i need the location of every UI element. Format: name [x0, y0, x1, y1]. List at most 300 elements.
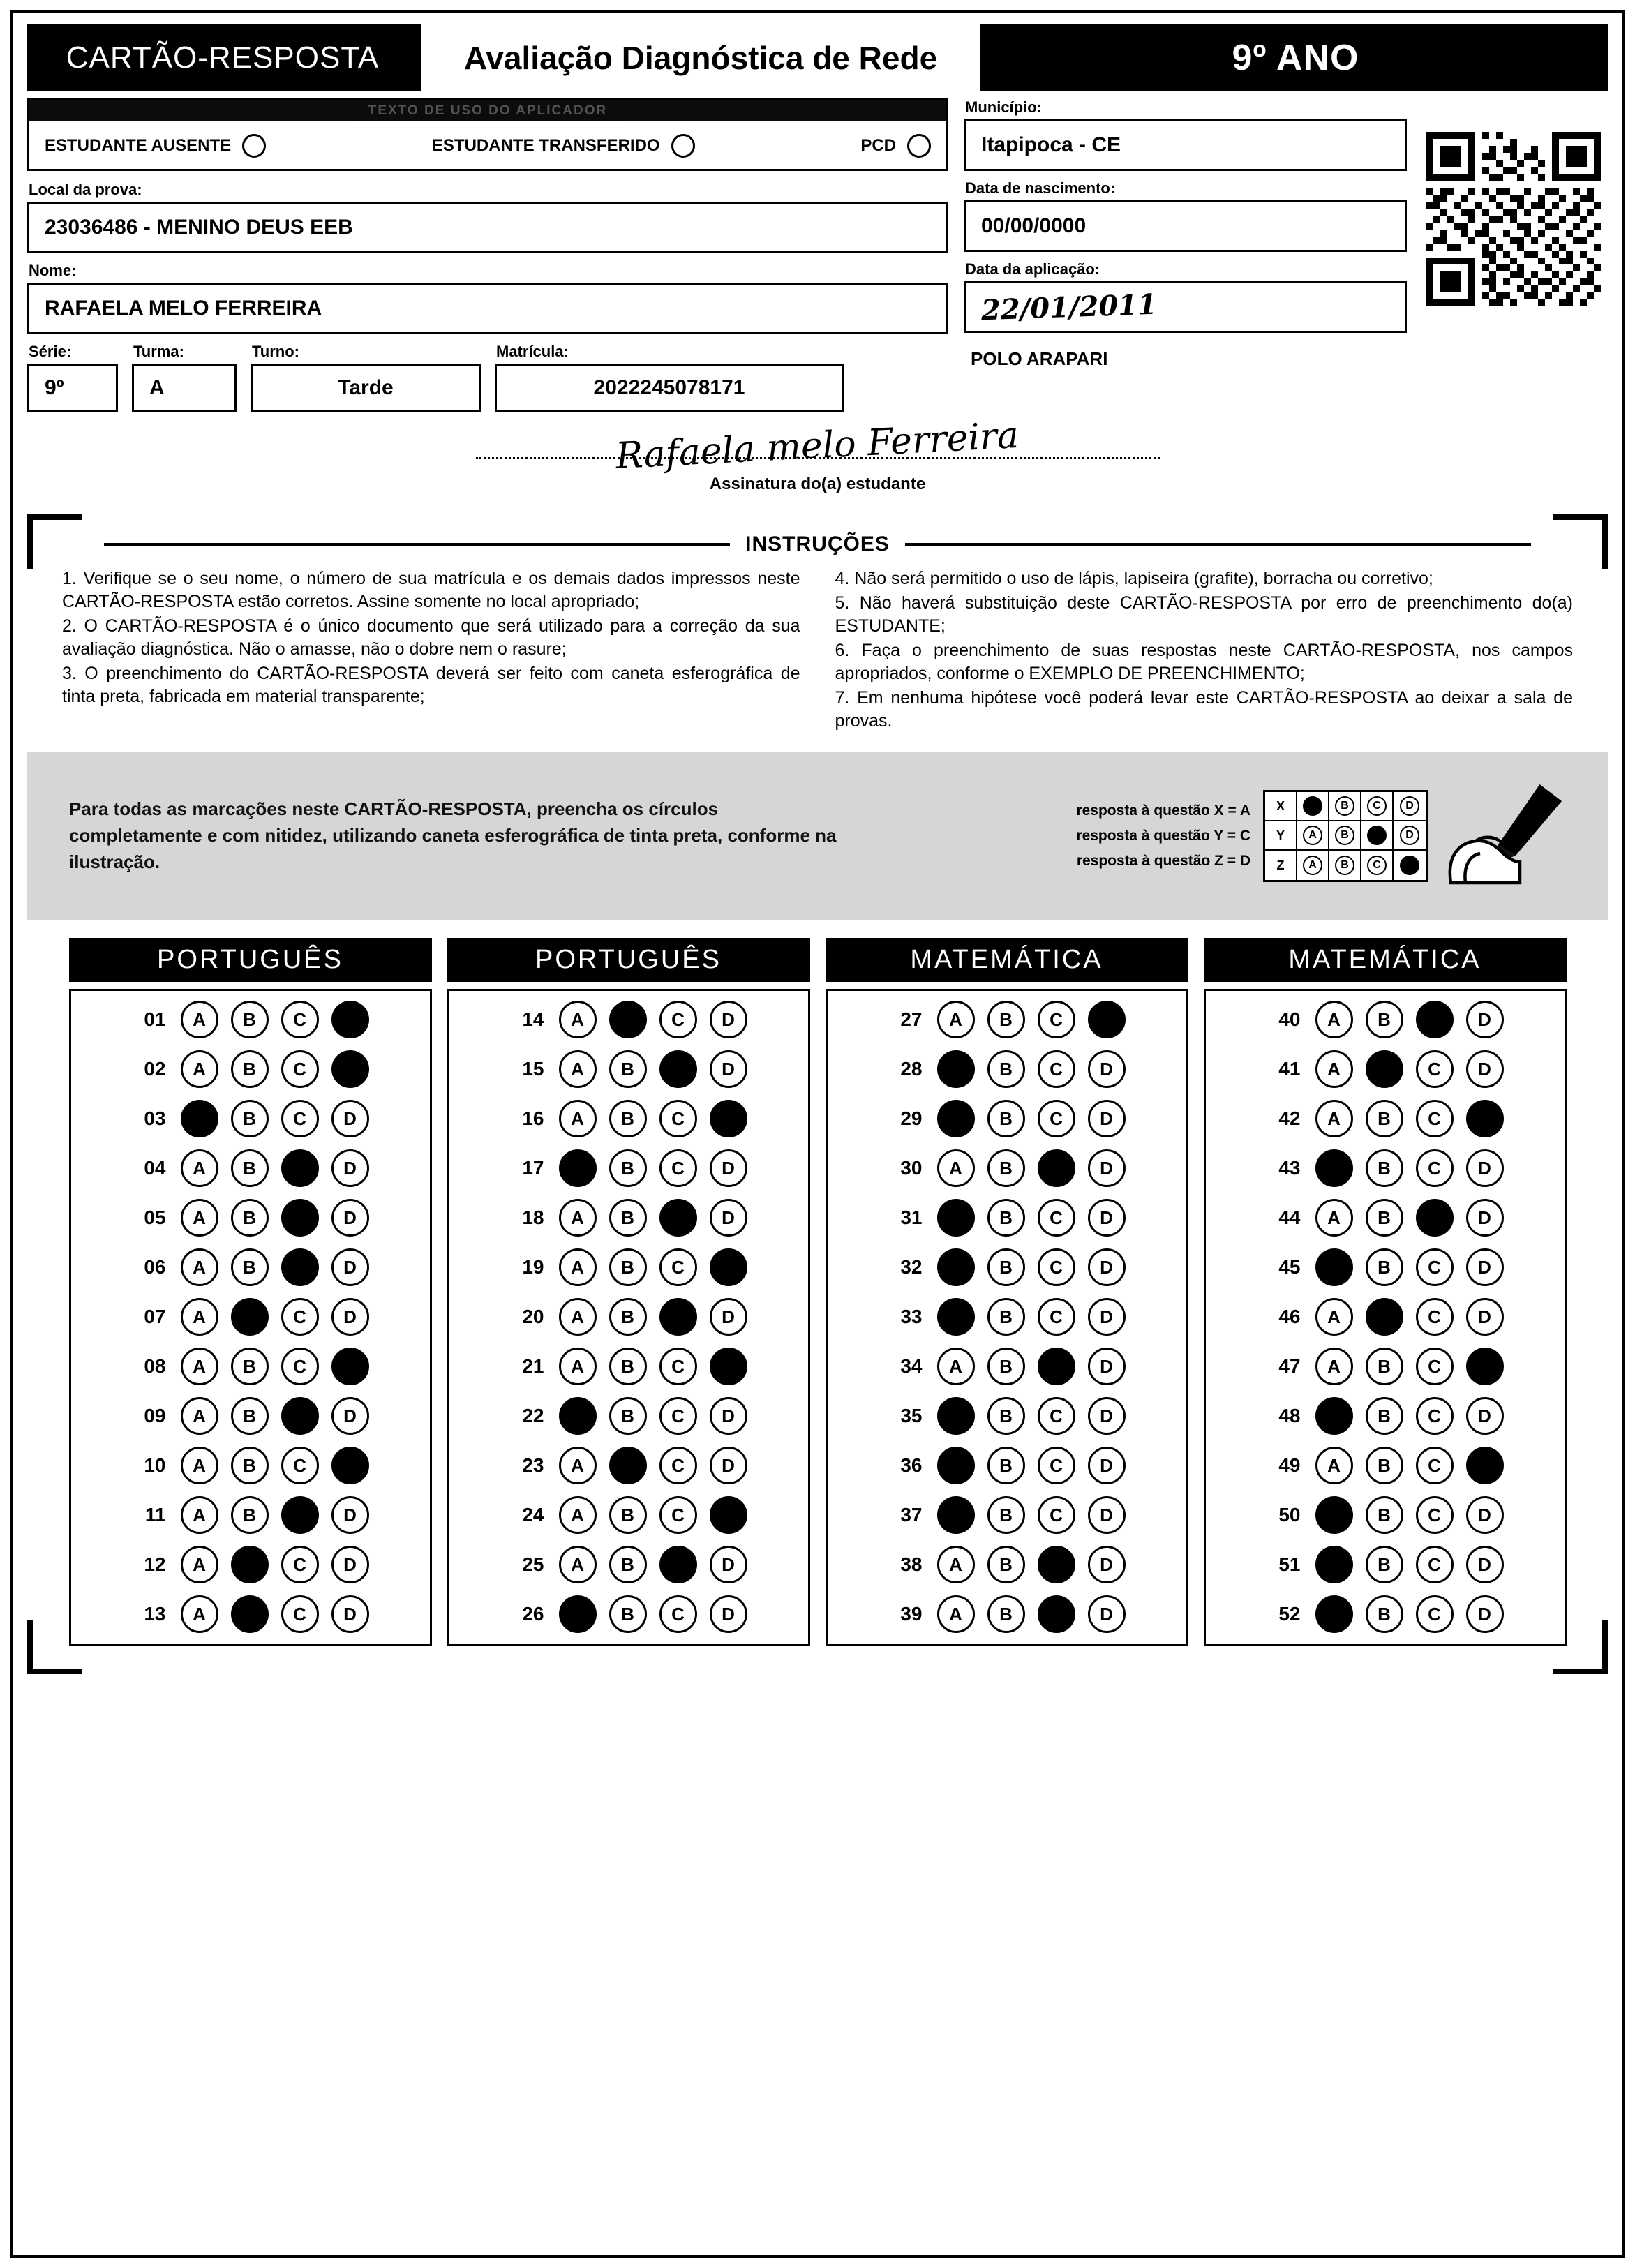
signature-area [27, 414, 1608, 509]
answer-bubble-26-b[interactable]: B [609, 1595, 647, 1633]
answer-bubble-50-a[interactable]: A [1315, 1496, 1353, 1534]
answer-bubble-38-a[interactable]: A [937, 1546, 975, 1583]
answer-bubble-01-b[interactable]: B [231, 1001, 269, 1038]
answer-bubble-52-a[interactable]: A [1315, 1595, 1353, 1633]
answer-column-title: MATEMÁTICA [826, 938, 1188, 982]
answer-bubble-40-b[interactable]: B [1366, 1001, 1403, 1038]
question-row-49 [1213, 1447, 1558, 1484]
answer-bubble-50-b[interactable]: B [1366, 1496, 1403, 1534]
answer-bubble-03-b[interactable]: B [231, 1100, 269, 1137]
answer-bubble-20-b[interactable]: B [609, 1298, 647, 1336]
answer-bubble-08-a[interactable]: A [181, 1348, 218, 1385]
instructions-columns [27, 567, 1608, 734]
answer-bubble-46-d[interactable]: D [1466, 1298, 1504, 1336]
answer-bubble-17-a[interactable]: A [559, 1149, 597, 1187]
answer-bubble-11-b[interactable]: B [231, 1496, 269, 1534]
question-row-37 [835, 1496, 1179, 1534]
question-number: 15 [522, 1058, 544, 1080]
answer-bubble-36-d[interactable]: D [1088, 1447, 1126, 1484]
question-row-42 [1213, 1100, 1558, 1137]
example-bubble-a: A [1303, 796, 1322, 816]
answer-bubble-03-a[interactable]: A [181, 1100, 218, 1137]
answer-bubble-25-b[interactable]: B [609, 1546, 647, 1583]
answer-bubble-29-d[interactable]: D [1088, 1100, 1126, 1137]
answer-bubble-25-c[interactable]: C [659, 1546, 697, 1583]
instruction-item: 1. Verifique se o seu nome, o número de sua matrícula e os demais dados impressos neste CARTÃO-RESPOSTA estão corretos. Assine somente no local apropriado; [62, 569, 800, 611]
question-number: 50 [1278, 1504, 1301, 1525]
answer-bubble-37-c[interactable]: C [1038, 1496, 1075, 1534]
answers-section [27, 938, 1608, 1674]
answer-bubble-02-a[interactable]: A [181, 1050, 218, 1088]
answer-bubble-28-b[interactable]: B [987, 1050, 1025, 1088]
question-row-17 [456, 1149, 801, 1187]
answer-bubble-20-a[interactable]: A [559, 1298, 597, 1336]
question-number: 12 [144, 1553, 166, 1575]
answer-bubble-27-c[interactable]: C [1038, 1001, 1075, 1038]
answer-bubble-11-d[interactable]: D [331, 1496, 369, 1534]
answer-bubble-01-a[interactable]: A [181, 1001, 218, 1038]
answer-bubble-04-c[interactable]: C [281, 1149, 319, 1187]
answer-bubble-16-b[interactable]: B [609, 1100, 647, 1137]
answer-bubble-31-a[interactable]: A [937, 1199, 975, 1237]
answer-bubble-30-c[interactable]: C [1038, 1149, 1075, 1187]
question-number: 11 [144, 1504, 166, 1525]
question-number: 03 [144, 1107, 166, 1129]
answer-bubble-39-a[interactable]: A [937, 1595, 975, 1633]
status-option-absent[interactable] [45, 134, 266, 158]
answer-bubble-38-d[interactable]: D [1088, 1546, 1126, 1583]
example-bubble-c: C [1367, 826, 1387, 845]
answer-bubble-10-c[interactable]: C [281, 1447, 319, 1484]
answer-bubble-07-c[interactable]: C [281, 1298, 319, 1336]
answer-bubble-29-b[interactable]: B [987, 1100, 1025, 1137]
example-bubble-a: A [1303, 856, 1322, 875]
status-option-transferred-bubble[interactable] [671, 134, 695, 158]
filling-example-band [27, 752, 1608, 920]
answer-column-title: MATEMÁTICA [1204, 938, 1567, 982]
example-grid-label-text: X [1276, 798, 1285, 813]
answer-bubble-18-d[interactable]: D [710, 1199, 747, 1237]
answer-bubble-31-c[interactable]: C [1038, 1199, 1075, 1237]
answer-bubble-45-d[interactable]: D [1466, 1248, 1504, 1286]
question-number: 44 [1278, 1207, 1301, 1228]
answer-bubble-33-c[interactable]: C [1038, 1298, 1075, 1336]
answer-bubble-51-b[interactable]: B [1366, 1546, 1403, 1583]
answer-bubble-09-b[interactable]: B [231, 1397, 269, 1435]
example-grid-cell [1297, 851, 1329, 880]
nome-label: Nome: [29, 262, 77, 279]
answer-bubble-02-b[interactable]: B [231, 1050, 269, 1088]
corner-marker-top-left [27, 514, 82, 569]
answer-bubble-49-b[interactable]: B [1366, 1447, 1403, 1484]
answer-bubble-44-c[interactable]: C [1416, 1199, 1454, 1237]
question-row-15 [456, 1050, 801, 1088]
answer-bubble-23-a[interactable]: A [559, 1447, 597, 1484]
answer-bubble-26-a[interactable]: A [559, 1595, 597, 1633]
answer-bubble-01-d[interactable]: D [331, 1001, 369, 1038]
question-row-04 [78, 1149, 423, 1187]
answer-bubble-41-b[interactable]: B [1366, 1050, 1403, 1088]
answer-bubble-03-d[interactable]: D [331, 1100, 369, 1137]
question-number: 21 [522, 1355, 544, 1377]
answer-bubble-05-d[interactable]: D [331, 1199, 369, 1237]
answer-bubble-36-c[interactable]: C [1038, 1447, 1075, 1484]
answer-bubble-15-b[interactable]: B [609, 1050, 647, 1088]
answer-bubble-32-a[interactable]: A [937, 1248, 975, 1286]
answer-bubble-29-a[interactable]: A [937, 1100, 975, 1137]
answer-bubble-46-c[interactable]: C [1416, 1298, 1454, 1336]
answer-bubble-11-a[interactable]: A [181, 1496, 218, 1534]
question-number: 33 [900, 1306, 923, 1327]
answer-bubble-32-b[interactable]: B [987, 1248, 1025, 1286]
question-row-39 [835, 1595, 1179, 1633]
answer-bubble-06-b[interactable]: B [231, 1248, 269, 1286]
answer-bubble-19-b[interactable]: B [609, 1248, 647, 1286]
answer-bubble-35-b[interactable]: B [987, 1397, 1025, 1435]
answer-bubble-35-a[interactable]: A [937, 1397, 975, 1435]
answer-bubble-21-d[interactable]: D [710, 1348, 747, 1385]
answer-bubble-06-d[interactable]: D [331, 1248, 369, 1286]
status-option-pcd[interactable] [860, 134, 931, 158]
answer-bubble-28-a[interactable]: A [937, 1050, 975, 1088]
answer-bubble-12-d[interactable]: D [331, 1546, 369, 1583]
answer-bubble-04-d[interactable]: D [331, 1149, 369, 1187]
answer-bubble-16-d[interactable]: D [710, 1100, 747, 1137]
answer-bubble-28-c[interactable]: C [1038, 1050, 1075, 1088]
answer-bubble-49-c[interactable]: C [1416, 1447, 1454, 1484]
answer-bubble-36-a[interactable]: A [937, 1447, 975, 1484]
answer-bubble-44-a[interactable]: A [1315, 1199, 1353, 1237]
aplicacao-handwritten: 22/01/2011 [980, 288, 1158, 327]
answer-bubble-13-a[interactable]: A [181, 1595, 218, 1633]
answer-bubble-07-a[interactable]: A [181, 1298, 218, 1336]
answer-bubble-34-d[interactable]: D [1088, 1348, 1126, 1385]
answer-bubble-51-a[interactable]: A [1315, 1546, 1353, 1583]
corner-marker-bottom-right [1553, 1620, 1608, 1674]
instruction-item: 4. Não será permitido o uso de lápis, lapiseira (grafite), borracha ou corretivo; [835, 569, 1433, 588]
answer-bubble-16-c[interactable]: C [659, 1100, 697, 1137]
answer-bubble-35-c[interactable]: C [1038, 1397, 1075, 1435]
answer-bubble-09-c[interactable]: C [281, 1397, 319, 1435]
example-grid-row [1265, 821, 1426, 851]
answer-bubble-14-c[interactable]: C [659, 1001, 697, 1038]
answer-bubble-02-c[interactable]: C [281, 1050, 319, 1088]
answer-bubble-27-d[interactable]: D [1088, 1001, 1126, 1038]
identification-right [964, 98, 1608, 421]
question-number: 49 [1278, 1454, 1301, 1476]
answer-bubble-18-c[interactable]: C [659, 1199, 697, 1237]
filling-example-illustration [1076, 782, 1566, 890]
filling-example-line: resposta à questão Y = C [1076, 828, 1250, 844]
answer-bubble-15-c[interactable]: C [659, 1050, 697, 1088]
answer-bubble-46-a[interactable]: A [1315, 1298, 1353, 1336]
answer-bubble-32-c[interactable]: C [1038, 1248, 1075, 1286]
question-number: 01 [144, 1008, 166, 1030]
answer-bubble-20-c[interactable]: C [659, 1298, 697, 1336]
question-row-25 [456, 1546, 801, 1583]
answer-bubble-50-c[interactable]: C [1416, 1496, 1454, 1534]
answer-bubble-35-d[interactable]: D [1088, 1397, 1126, 1435]
answer-bubble-28-d[interactable]: D [1088, 1050, 1126, 1088]
answer-bubble-25-a[interactable]: A [559, 1546, 597, 1583]
answer-bubble-41-c[interactable]: C [1416, 1050, 1454, 1088]
answer-bubble-51-c[interactable]: C [1416, 1546, 1454, 1583]
status-option-transferred[interactable] [432, 134, 695, 158]
serie-label: Série: [29, 343, 72, 360]
answer-bubble-10-d[interactable]: D [331, 1447, 369, 1484]
status-option-absent-bubble[interactable] [242, 134, 266, 158]
answer-bubble-13-d[interactable]: D [331, 1595, 369, 1633]
local-value: 23036486 - MENINO DEUS EEB [27, 202, 948, 253]
answer-bubble-20-d[interactable]: D [710, 1298, 747, 1336]
instruction-item: 3. O preenchimento do CARTÃO-RESPOSTA deverá ser feito com caneta esferográfica de tinta preta, fabricada em material transparente; [62, 664, 800, 706]
answer-bubble-22-b[interactable]: B [609, 1397, 647, 1435]
example-bubble-d: D [1400, 796, 1419, 816]
answer-bubble-49-d[interactable]: D [1466, 1447, 1504, 1484]
question-number: 46 [1278, 1306, 1301, 1327]
answer-bubble-52-c[interactable]: C [1416, 1595, 1454, 1633]
answer-bubble-01-c[interactable]: C [281, 1001, 319, 1038]
answer-bubble-19-a[interactable]: A [559, 1248, 597, 1286]
answer-bubble-17-b[interactable]: B [609, 1149, 647, 1187]
answer-bubble-23-b[interactable]: B [609, 1447, 647, 1484]
answer-bubble-21-b[interactable]: B [609, 1348, 647, 1385]
status-option-pcd-bubble[interactable] [907, 134, 931, 158]
question-row-35 [835, 1397, 1179, 1435]
answer-bubble-19-c[interactable]: C [659, 1248, 697, 1286]
answer-bubble-26-d[interactable]: D [710, 1595, 747, 1633]
row-serie-turma-turno-matricula [27, 343, 948, 421]
answer-bubble-10-a[interactable]: A [181, 1447, 218, 1484]
applicator-status-box [27, 98, 948, 171]
answer-bubble-47-c[interactable]: C [1416, 1348, 1454, 1385]
answer-bubble-51-d[interactable]: D [1466, 1546, 1504, 1583]
answer-bubble-14-d[interactable]: D [710, 1001, 747, 1038]
answer-bubble-38-c[interactable]: C [1038, 1546, 1075, 1583]
answer-bubble-38-b[interactable]: B [987, 1546, 1025, 1583]
answer-bubble-34-c[interactable]: C [1038, 1348, 1075, 1385]
answer-bubble-36-b[interactable]: B [987, 1447, 1025, 1484]
answer-bubble-33-d[interactable]: D [1088, 1298, 1126, 1336]
answer-bubble-08-d[interactable]: D [331, 1348, 369, 1385]
answer-bubble-41-a[interactable]: A [1315, 1050, 1353, 1088]
question-row-24 [456, 1496, 801, 1534]
answer-bubble-02-d[interactable]: D [331, 1050, 369, 1088]
answer-bubble-21-c[interactable]: C [659, 1348, 697, 1385]
answer-bubble-11-c[interactable]: C [281, 1496, 319, 1534]
answer-column-3 [826, 938, 1188, 1646]
nascimento-label: Data de nascimento: [965, 179, 1116, 197]
answer-bubble-10-b[interactable]: B [231, 1447, 269, 1484]
applicator-status-options [29, 121, 946, 170]
answer-bubble-06-a[interactable]: A [181, 1248, 218, 1286]
instruction-item: 6. Faça o preenchimento de suas respostas neste CARTÃO-RESPOSTA, nos campos apropriados, conforme o EXEMPLO DE PREENCHIMENTO; [835, 641, 1573, 683]
answer-bubble-30-d[interactable]: D [1088, 1149, 1126, 1187]
answer-column-box [447, 989, 810, 1646]
answer-bubble-27-a[interactable]: A [937, 1001, 975, 1038]
example-grid-cell [1297, 792, 1329, 821]
answer-bubble-09-d[interactable]: D [331, 1397, 369, 1435]
answer-bubble-31-d[interactable]: D [1088, 1199, 1126, 1237]
answer-bubble-13-c[interactable]: C [281, 1595, 319, 1633]
answer-bubble-14-a[interactable]: A [559, 1001, 597, 1038]
answer-bubble-22-d[interactable]: D [710, 1397, 747, 1435]
answer-bubble-43-d[interactable]: D [1466, 1149, 1504, 1187]
question-number: 47 [1278, 1355, 1301, 1377]
answer-bubble-37-b[interactable]: B [987, 1496, 1025, 1534]
answer-bubble-40-a[interactable]: A [1315, 1001, 1353, 1038]
answer-bubble-46-b[interactable]: B [1366, 1298, 1403, 1336]
answer-bubble-22-c[interactable]: C [659, 1397, 697, 1435]
answer-bubble-42-d[interactable]: D [1466, 1100, 1504, 1137]
question-number: 18 [522, 1207, 544, 1228]
answer-bubble-29-c[interactable]: C [1038, 1100, 1075, 1137]
answer-bubble-39-c[interactable]: C [1038, 1595, 1075, 1633]
instructions-heading [104, 532, 1531, 556]
answer-bubble-24-d[interactable]: D [710, 1496, 747, 1534]
signature-handwriting: Rafaela melo Ferreira [615, 414, 1020, 478]
answer-bubble-05-b[interactable]: B [231, 1199, 269, 1237]
answer-bubble-13-b[interactable]: B [231, 1595, 269, 1633]
answer-bubble-34-a[interactable]: A [937, 1348, 975, 1385]
example-bubble-d: D [1400, 826, 1419, 845]
answer-bubble-31-b[interactable]: B [987, 1199, 1025, 1237]
answer-bubble-25-d[interactable]: D [710, 1546, 747, 1583]
answer-bubble-30-a[interactable]: A [937, 1149, 975, 1187]
answer-bubble-48-c[interactable]: C [1416, 1397, 1454, 1435]
answer-bubble-17-d[interactable]: D [710, 1149, 747, 1187]
answer-bubble-07-b[interactable]: B [231, 1298, 269, 1336]
answer-bubble-37-a[interactable]: A [937, 1496, 975, 1534]
municipio-value: Itapipoca - CE [964, 119, 1407, 171]
answer-bubble-27-b[interactable]: B [987, 1001, 1025, 1038]
answer-bubble-07-d[interactable]: D [331, 1298, 369, 1336]
answer-bubble-50-d[interactable]: D [1466, 1496, 1504, 1534]
answer-bubble-34-b[interactable]: B [987, 1348, 1025, 1385]
answer-bubble-30-b[interactable]: B [987, 1149, 1025, 1187]
question-number: 09 [144, 1405, 166, 1426]
answer-bubble-41-d[interactable]: D [1466, 1050, 1504, 1088]
answer-bubble-14-b[interactable]: B [609, 1001, 647, 1038]
question-row-22 [456, 1397, 801, 1435]
answer-bubble-24-b[interactable]: B [609, 1496, 647, 1534]
answer-bubble-39-d[interactable]: D [1088, 1595, 1126, 1633]
answer-bubble-40-c[interactable]: C [1416, 1001, 1454, 1038]
answer-columns [55, 938, 1580, 1646]
question-row-14 [456, 1001, 801, 1038]
answer-bubble-22-a[interactable]: A [559, 1397, 597, 1435]
answer-bubble-52-d[interactable]: D [1466, 1595, 1504, 1633]
aplicacao-value [964, 281, 1407, 333]
example-grid-cell [1329, 792, 1361, 821]
answer-bubble-18-b[interactable]: B [609, 1199, 647, 1237]
instruction-item: 2. O CARTÃO-RESPOSTA é o único documento que será utilizado para a correção da sua avaliação diagnóstica. Não o amasse, não o dobre nem o rasure; [62, 616, 800, 659]
turma-label: Turma: [133, 343, 184, 360]
answer-bubble-48-b[interactable]: B [1366, 1397, 1403, 1435]
answer-bubble-03-c[interactable]: C [281, 1100, 319, 1137]
answer-bubble-15-a[interactable]: A [559, 1050, 597, 1088]
answer-bubble-43-a[interactable]: A [1315, 1149, 1353, 1187]
answer-bubble-47-b[interactable]: B [1366, 1348, 1403, 1385]
answer-bubble-40-d[interactable]: D [1466, 1001, 1504, 1038]
answer-bubble-43-c[interactable]: C [1416, 1149, 1454, 1187]
answer-bubble-32-d[interactable]: D [1088, 1248, 1126, 1286]
question-number: 23 [522, 1454, 544, 1476]
answer-bubble-24-c[interactable]: C [659, 1496, 697, 1534]
answer-bubble-19-d[interactable]: D [710, 1248, 747, 1286]
answer-bubble-45-c[interactable]: C [1416, 1248, 1454, 1286]
answer-bubble-45-a[interactable]: A [1315, 1248, 1353, 1286]
answer-bubble-05-a[interactable]: A [181, 1199, 218, 1237]
answer-bubble-33-b[interactable]: B [987, 1298, 1025, 1336]
question-row-36 [835, 1447, 1179, 1484]
answer-bubble-33-a[interactable]: A [937, 1298, 975, 1336]
question-number: 36 [900, 1454, 923, 1476]
matricula-field [495, 343, 844, 421]
question-row-31 [835, 1199, 1179, 1237]
answer-bubble-44-b[interactable]: B [1366, 1199, 1403, 1237]
answer-bubble-47-a[interactable]: A [1315, 1348, 1353, 1385]
signature-caption: Assinatura do(a) estudante [709, 475, 926, 493]
question-number: 14 [522, 1008, 544, 1030]
answer-bubble-23-c[interactable]: C [659, 1447, 697, 1484]
question-number: 28 [900, 1058, 923, 1080]
question-number: 24 [522, 1504, 544, 1525]
answer-bubble-12-c[interactable]: C [281, 1546, 319, 1583]
filling-example-lines [1076, 798, 1250, 873]
answer-bubble-23-d[interactable]: D [710, 1447, 747, 1484]
answer-bubble-05-c[interactable]: C [281, 1199, 319, 1237]
question-number: 26 [522, 1603, 544, 1625]
answer-bubble-37-d[interactable]: D [1088, 1496, 1126, 1534]
answer-bubble-24-a[interactable]: A [559, 1496, 597, 1534]
answer-bubble-21-a[interactable]: A [559, 1348, 597, 1385]
answer-bubble-49-a[interactable]: A [1315, 1447, 1353, 1484]
turno-value: Tarde [251, 364, 481, 412]
answer-bubble-16-a[interactable]: A [559, 1100, 597, 1137]
answer-bubble-17-c[interactable]: C [659, 1149, 697, 1187]
answer-bubble-39-b[interactable]: B [987, 1595, 1025, 1633]
signature-line [476, 456, 1160, 459]
answer-bubble-43-b[interactable]: B [1366, 1149, 1403, 1187]
answer-bubble-45-b[interactable]: B [1366, 1248, 1403, 1286]
status-option-absent-label: ESTUDANTE AUSENTE [45, 136, 232, 155]
answer-bubble-08-c[interactable]: C [281, 1348, 319, 1385]
answer-bubble-06-c[interactable]: C [281, 1248, 319, 1286]
answer-bubble-47-d[interactable]: D [1466, 1348, 1504, 1385]
answer-bubble-48-a[interactable]: A [1315, 1397, 1353, 1435]
instructions-title: INSTRUÇÕES [745, 532, 890, 555]
example-grid-cell [1297, 821, 1329, 851]
answer-bubble-12-b[interactable]: B [231, 1546, 269, 1583]
question-row-48 [1213, 1397, 1558, 1435]
answer-bubble-18-a[interactable]: A [559, 1199, 597, 1237]
answer-bubble-09-a[interactable]: A [181, 1397, 218, 1435]
answer-bubble-42-b[interactable]: B [1366, 1100, 1403, 1137]
answer-bubble-04-a[interactable]: A [181, 1149, 218, 1187]
answer-bubble-48-d[interactable]: D [1466, 1397, 1504, 1435]
answer-bubble-08-b[interactable]: B [231, 1348, 269, 1385]
answer-bubble-04-b[interactable]: B [231, 1149, 269, 1187]
question-number: 19 [522, 1256, 544, 1278]
answer-bubble-52-b[interactable]: B [1366, 1595, 1403, 1633]
answer-bubble-42-a[interactable]: A [1315, 1100, 1353, 1137]
answer-bubble-12-a[interactable]: A [181, 1546, 218, 1583]
answer-bubble-42-c[interactable]: C [1416, 1100, 1454, 1137]
answer-bubble-26-c[interactable]: C [659, 1595, 697, 1633]
answer-bubble-44-d[interactable]: D [1466, 1199, 1504, 1237]
answer-bubble-15-d[interactable]: D [710, 1050, 747, 1088]
